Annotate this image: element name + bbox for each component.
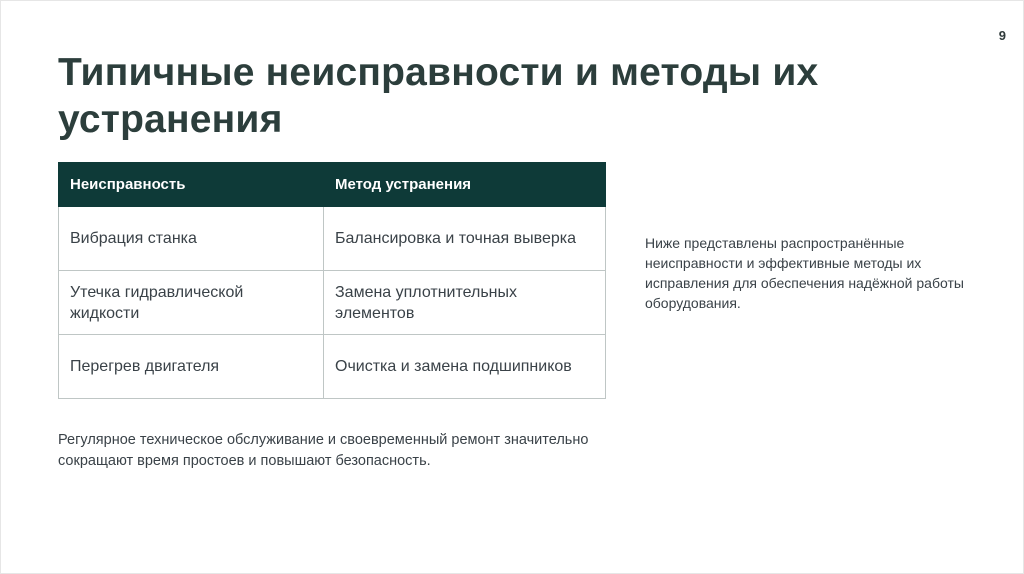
table-row xyxy=(59,271,606,335)
table-row xyxy=(59,335,606,399)
table-row xyxy=(59,207,606,271)
page-number: 9 xyxy=(998,28,1006,43)
table-header-row xyxy=(59,163,606,207)
side-note: Ниже представлены распространённые неисправности и эффективные методы их исправления для обеспечения надёжной работы оборудования. xyxy=(645,235,964,311)
faults-table xyxy=(58,162,606,399)
column-header-method: Метод устранения xyxy=(324,163,606,207)
table-cell-fault: Перегрев двигателя xyxy=(59,335,324,399)
table-cell-method: Замена уплотнительных элементов xyxy=(324,271,606,335)
column-header-fault: Неисправность xyxy=(59,163,324,207)
table-cell-fault: Вибрация станка xyxy=(59,207,324,271)
slide-title: Типичные неисправности и методы их устранения xyxy=(58,51,819,141)
table-cell-method: Очистка и замена подшипников xyxy=(324,335,606,399)
table-cell-fault: Утечка гидравлической жидкости xyxy=(59,271,324,335)
table-cell-method: Балансировка и точная выверка xyxy=(324,207,606,271)
footer-note: Регулярное техническое обслуживание и своевременный ремонт значительно сокращают время простоев и повышают безопасность. xyxy=(58,432,589,469)
